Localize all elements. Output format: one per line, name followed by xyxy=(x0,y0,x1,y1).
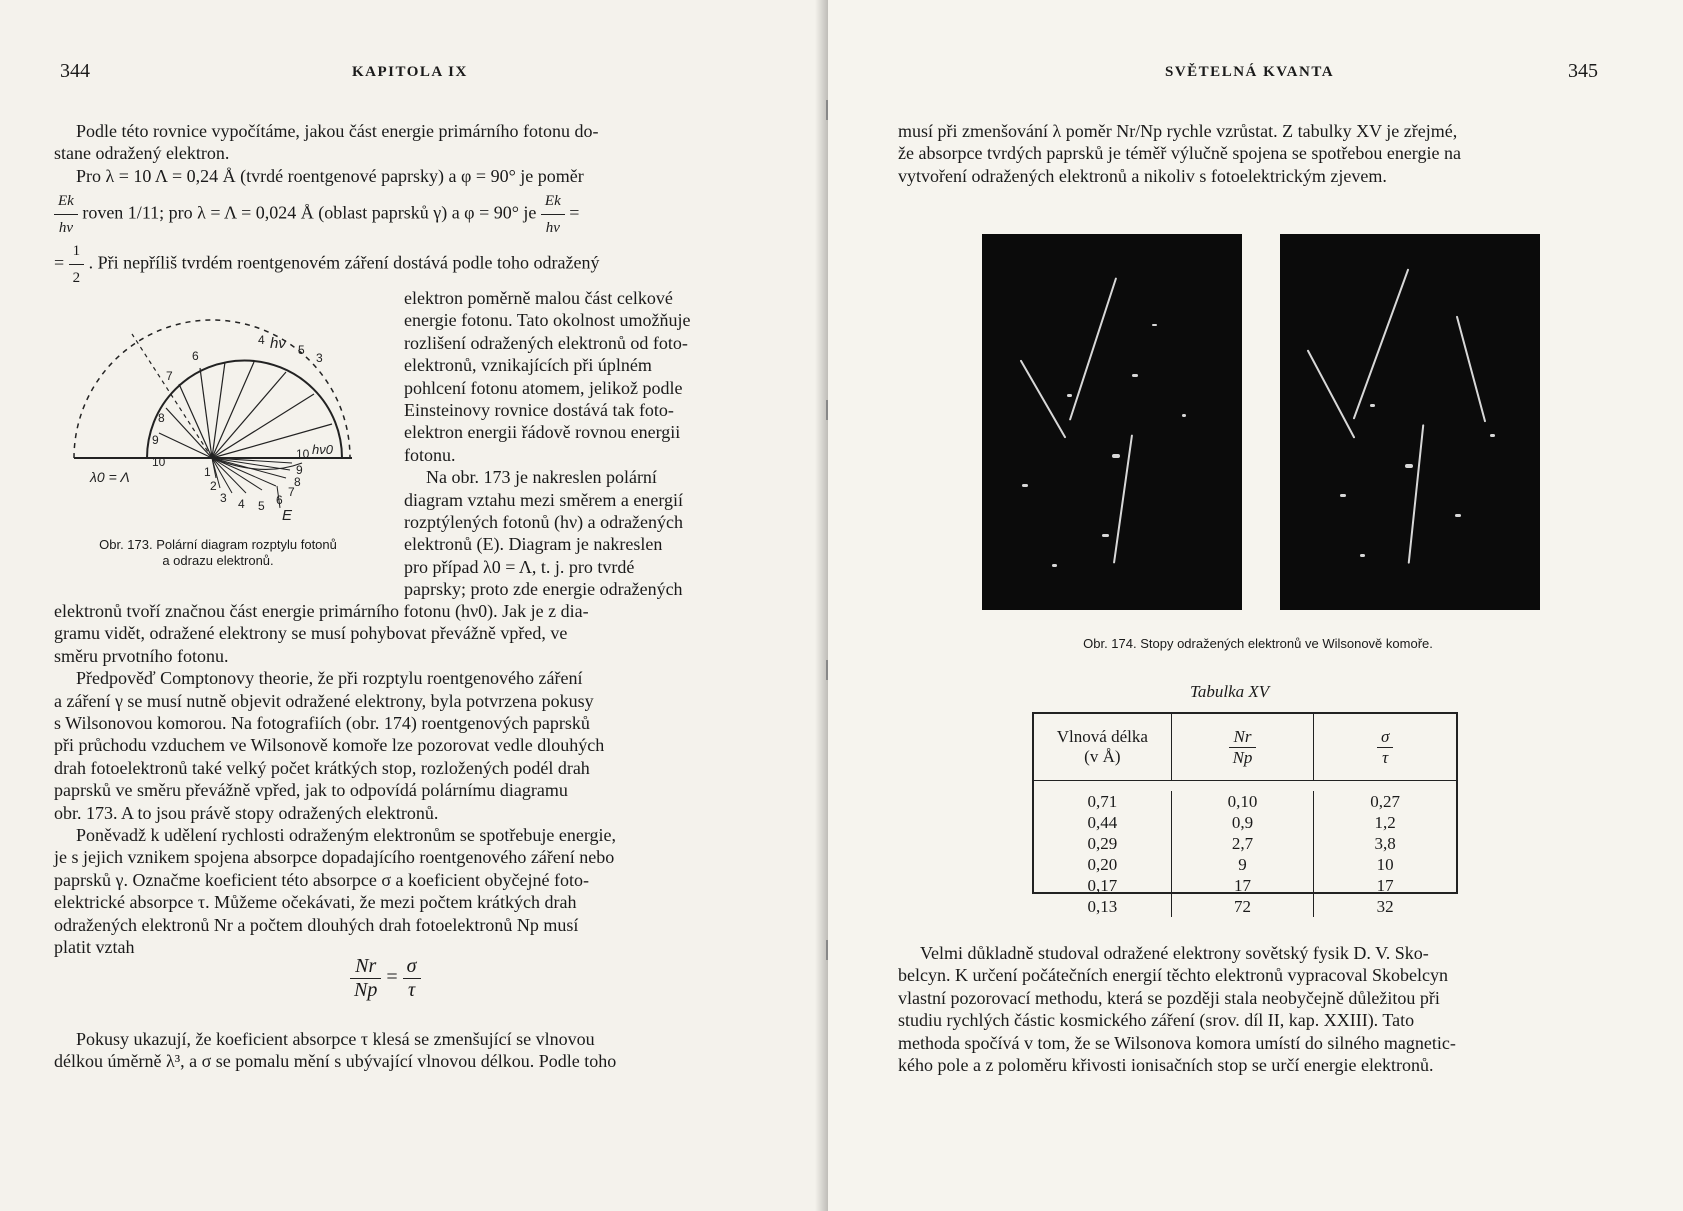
diagram-inner-num: 6 xyxy=(276,493,283,507)
text-line: energie fotonu. Tato okolnost umožňuje xyxy=(404,310,691,331)
text-line: . Při nepříliš tvrdém roentgenovém záření dostává podle toho odražený xyxy=(88,252,600,273)
page-number: 345 xyxy=(1568,60,1598,82)
paragraph-top xyxy=(54,120,756,187)
table-row: 0,13 72 32 xyxy=(1034,896,1456,917)
text-line: musí při zmenšování λ poměr Nr/Np rychle vzrůstat. Z tabulky XV je zřejmé, xyxy=(898,121,1458,141)
page-number: 344 xyxy=(60,60,90,82)
diagram-inner-num: 1 xyxy=(204,465,211,479)
text-line: elektron poměrně malou část celkové xyxy=(404,288,673,308)
diagram-inner-num: 5 xyxy=(258,499,265,513)
text-line: platit vztah xyxy=(54,937,135,958)
text-line: Na obr. 173 je nakreslen polární xyxy=(426,467,657,488)
right-page xyxy=(828,0,1683,1211)
text-line: elektrické absorpce τ. Můžeme očekávati, že mezi počtem krátkých drah xyxy=(54,892,577,913)
polar-diagram xyxy=(62,298,382,538)
fraction-ek-hv: $\frac{Ek}{h\nu}$ xyxy=(54,188,78,241)
cloud-chamber-photo-right xyxy=(1280,234,1540,610)
diagram-inner-num: 7 xyxy=(288,485,295,499)
running-head: SVĚTELNÁ KVANTA xyxy=(1165,64,1335,80)
fraction-ek-hv-2: $\frac{Ek}{h\nu}$ xyxy=(541,188,565,241)
text-line: paprsky; proto zde energie odražených xyxy=(404,579,683,600)
text-line: diagram vztahu mezi směrem a energií xyxy=(404,489,684,510)
fraction-line xyxy=(54,188,756,241)
table-header-wavelength: Vlnová délka (v Å) xyxy=(1034,714,1171,781)
diagram-inner-num: 8 xyxy=(294,475,301,489)
text-line: rozlišení odražených elektronů od foto- xyxy=(404,332,688,353)
text-line: fotonu. xyxy=(404,444,456,465)
table-row: 0,71 0,10 0,27 xyxy=(1034,791,1456,812)
fraction-half: $\frac{1}{2}$ xyxy=(69,238,85,291)
cloud-chamber-photo-left xyxy=(982,234,1242,610)
text-line: Předpověď Comptonovy theorie, že při rozptylu roentgenového záření xyxy=(76,668,583,689)
diagram-inner-num: 9 xyxy=(296,463,303,477)
text-line: Pokusy ukazují, že koeficient absorpce τ klesá se zmenšující se vlnovou xyxy=(76,1029,595,1049)
diagram-label-hv: hν xyxy=(270,335,286,352)
diagram-inner-num: 4 xyxy=(238,497,245,511)
text-line: kého pole a z poloměru křivosti ionisačních stop se určí energie elektronů. xyxy=(898,1055,1434,1076)
text-line: délkou úměrně λ³, a σ se pomalu mění s ubývající vlnovou délkou. Podle toho xyxy=(54,1051,617,1072)
diagram-label-e: E xyxy=(282,507,293,524)
text-line: Podle této rovnice vypočítáme, jakou část energie primárního fotonu do- xyxy=(76,121,599,141)
text-line: je s jejich vznikem spojena absorpce dopadajícího roentgenového záření nebo xyxy=(54,847,615,868)
table-row: 0,17 17 17 xyxy=(1034,875,1456,896)
text-line: s Wilsonovou komorou. Na fotografiích (obr. 174) roentgenových paprsků xyxy=(54,713,590,734)
text-line: paprsků γ. Označme koeficient této absorpce σ a koeficient obyčejné foto- xyxy=(54,869,589,890)
figure-174-caption: Obr. 174. Stopy odražených elektronů ve Wilsonově komoře. xyxy=(1083,636,1433,651)
diagram-inner-num: 10 xyxy=(296,447,310,461)
text-line: elektronů tvoří značnou část energie primárního fotonu (hν0). Jak je z dia- xyxy=(54,601,589,621)
table-header-sigma-tau: $\frac{\sigma}{\tau}$ xyxy=(1314,714,1456,781)
diagram-outer-num: 3 xyxy=(316,351,323,365)
text-line: elektron energii řádově rovnou energii xyxy=(404,422,681,443)
diagram-outer-num: 7 xyxy=(166,369,173,383)
text-line: pro případ λ0 = Λ, t. j. pro tvrdé xyxy=(404,556,635,577)
diagram-outer-num: 4 xyxy=(258,333,265,347)
text-line: paprsků ve směru převážně vpřed, jak to odpovídá polárnímu diagramu xyxy=(54,780,568,801)
text-line: studiu rychlých částic kosmického záření (srov. díl II, kap. XXIII). Tato xyxy=(898,1010,1415,1031)
diagram-outer-num: 6 xyxy=(192,349,199,363)
diagram-outer-num: 9 xyxy=(152,433,159,447)
text-line: Einsteinovy rovnice dostává tak foto- xyxy=(404,400,674,421)
paragraph-middle xyxy=(54,600,756,959)
side-column xyxy=(404,287,756,601)
text-line: odražených elektronů Nr a počtem dlouhých drah fotoelektronů Np musí xyxy=(54,914,579,935)
text-line: rozptýlených fotonů (hν) a odražených xyxy=(404,512,684,533)
table-row: 0,20 9 10 xyxy=(1034,854,1456,875)
text-line: gramu vidět, odražené elektrony se musí pohybovat převážně vpřed, ve xyxy=(54,623,568,644)
left-page xyxy=(0,0,828,1211)
diagram-label-hv0: hν0 xyxy=(312,442,333,457)
paragraph-bottom xyxy=(898,942,1618,1076)
text-line: belcyn. K určení počátečních energií těchto elektronů vypracoval Skobelcyn xyxy=(898,965,1448,986)
diagram-label-lambda0: λ0 = Λ xyxy=(90,469,130,485)
text-line: Poněvadž k udělení rychlosti odraženým elektronům se spotřebuje energie, xyxy=(76,825,616,846)
text-line: směru prvotního fotonu. xyxy=(54,645,229,666)
text-line: obr. 173. A to jsou právě stopy odražených elektronů. xyxy=(54,802,439,823)
text-line: vytvoření odražených elektronů a nikoliv s fotoelektrickým zjevem. xyxy=(898,165,1387,186)
running-head: KAPITOLA IX xyxy=(352,64,468,80)
table-row: 0,29 2,7 3,8 xyxy=(1034,833,1456,854)
diagram-outer-num: 10 xyxy=(152,455,166,469)
text-line: elektronů (E). Diagram je nakreslen xyxy=(404,534,663,555)
table-title: Tabulka XV xyxy=(1190,682,1270,701)
equation-nr-np: $\frac{Nr}{Np}$ = $\frac{\sigma}{\tau}$ xyxy=(350,955,421,1002)
text-line: Pro λ = 10 Λ = 0,24 Å (tvrdé roentgenové paprsky) a φ = 90° je poměr xyxy=(76,165,584,186)
text-line: stane odražený elektron. xyxy=(54,143,230,164)
diagram-inner-num: 3 xyxy=(220,491,227,505)
text-line: a záření γ se musí nutně objevit odražené elektrony, byla potvrzena pokusy xyxy=(54,690,594,711)
paragraph-bottom xyxy=(54,1028,756,1073)
equals-sign: = xyxy=(54,252,65,273)
equals-sign: = xyxy=(569,202,580,223)
half-line xyxy=(54,238,756,291)
text-line: drah fotoelektronů také velký počet krátkých stop, rozložených podél drah xyxy=(54,757,590,778)
table-header-nr-np: $\frac{Nr}{Np}$ xyxy=(1171,714,1314,781)
figure-173-caption: Obr. 173. Polární diagram rozptylu fotonů a odrazu elektronů. xyxy=(99,537,337,568)
text-line: že absorpce tvrdých paprsků je téměř výlučně spojena se spotřebou energie na xyxy=(898,143,1461,164)
table-xv xyxy=(1034,714,1456,917)
text-line: elektronů, vznikajících při úplném xyxy=(404,355,652,376)
table-header-row xyxy=(1034,714,1456,781)
diagram-inner-num: 2 xyxy=(210,479,217,493)
text-line: Velmi důkladně studoval odražené elektrony sovětský fysik D. V. Sko- xyxy=(920,943,1429,963)
text-line: vlastní pozorovací methodu, která se později stala neobyčejně důležitou při xyxy=(898,987,1440,1008)
text-line: pohlcení fotonu atomem, jelikož podle xyxy=(404,377,683,398)
paragraph-top xyxy=(898,120,1618,187)
diagram-outer-num: 8 xyxy=(158,411,165,425)
text-line: při průchodu vzduchem ve Wilsonově komoře lze pozorovat vedle dlouhých xyxy=(54,735,605,756)
diagram-outer-num: 5 xyxy=(298,343,305,357)
text-line: roven 1/11; pro λ = Λ = 0,024 Å (oblast paprsků γ) a φ = 90° je xyxy=(82,202,537,223)
text-line: methoda spočívá v tom, že se Wilsonova komora umístí do silného magnetic- xyxy=(898,1032,1456,1053)
table-row: 0,44 0,9 1,2 xyxy=(1034,812,1456,833)
